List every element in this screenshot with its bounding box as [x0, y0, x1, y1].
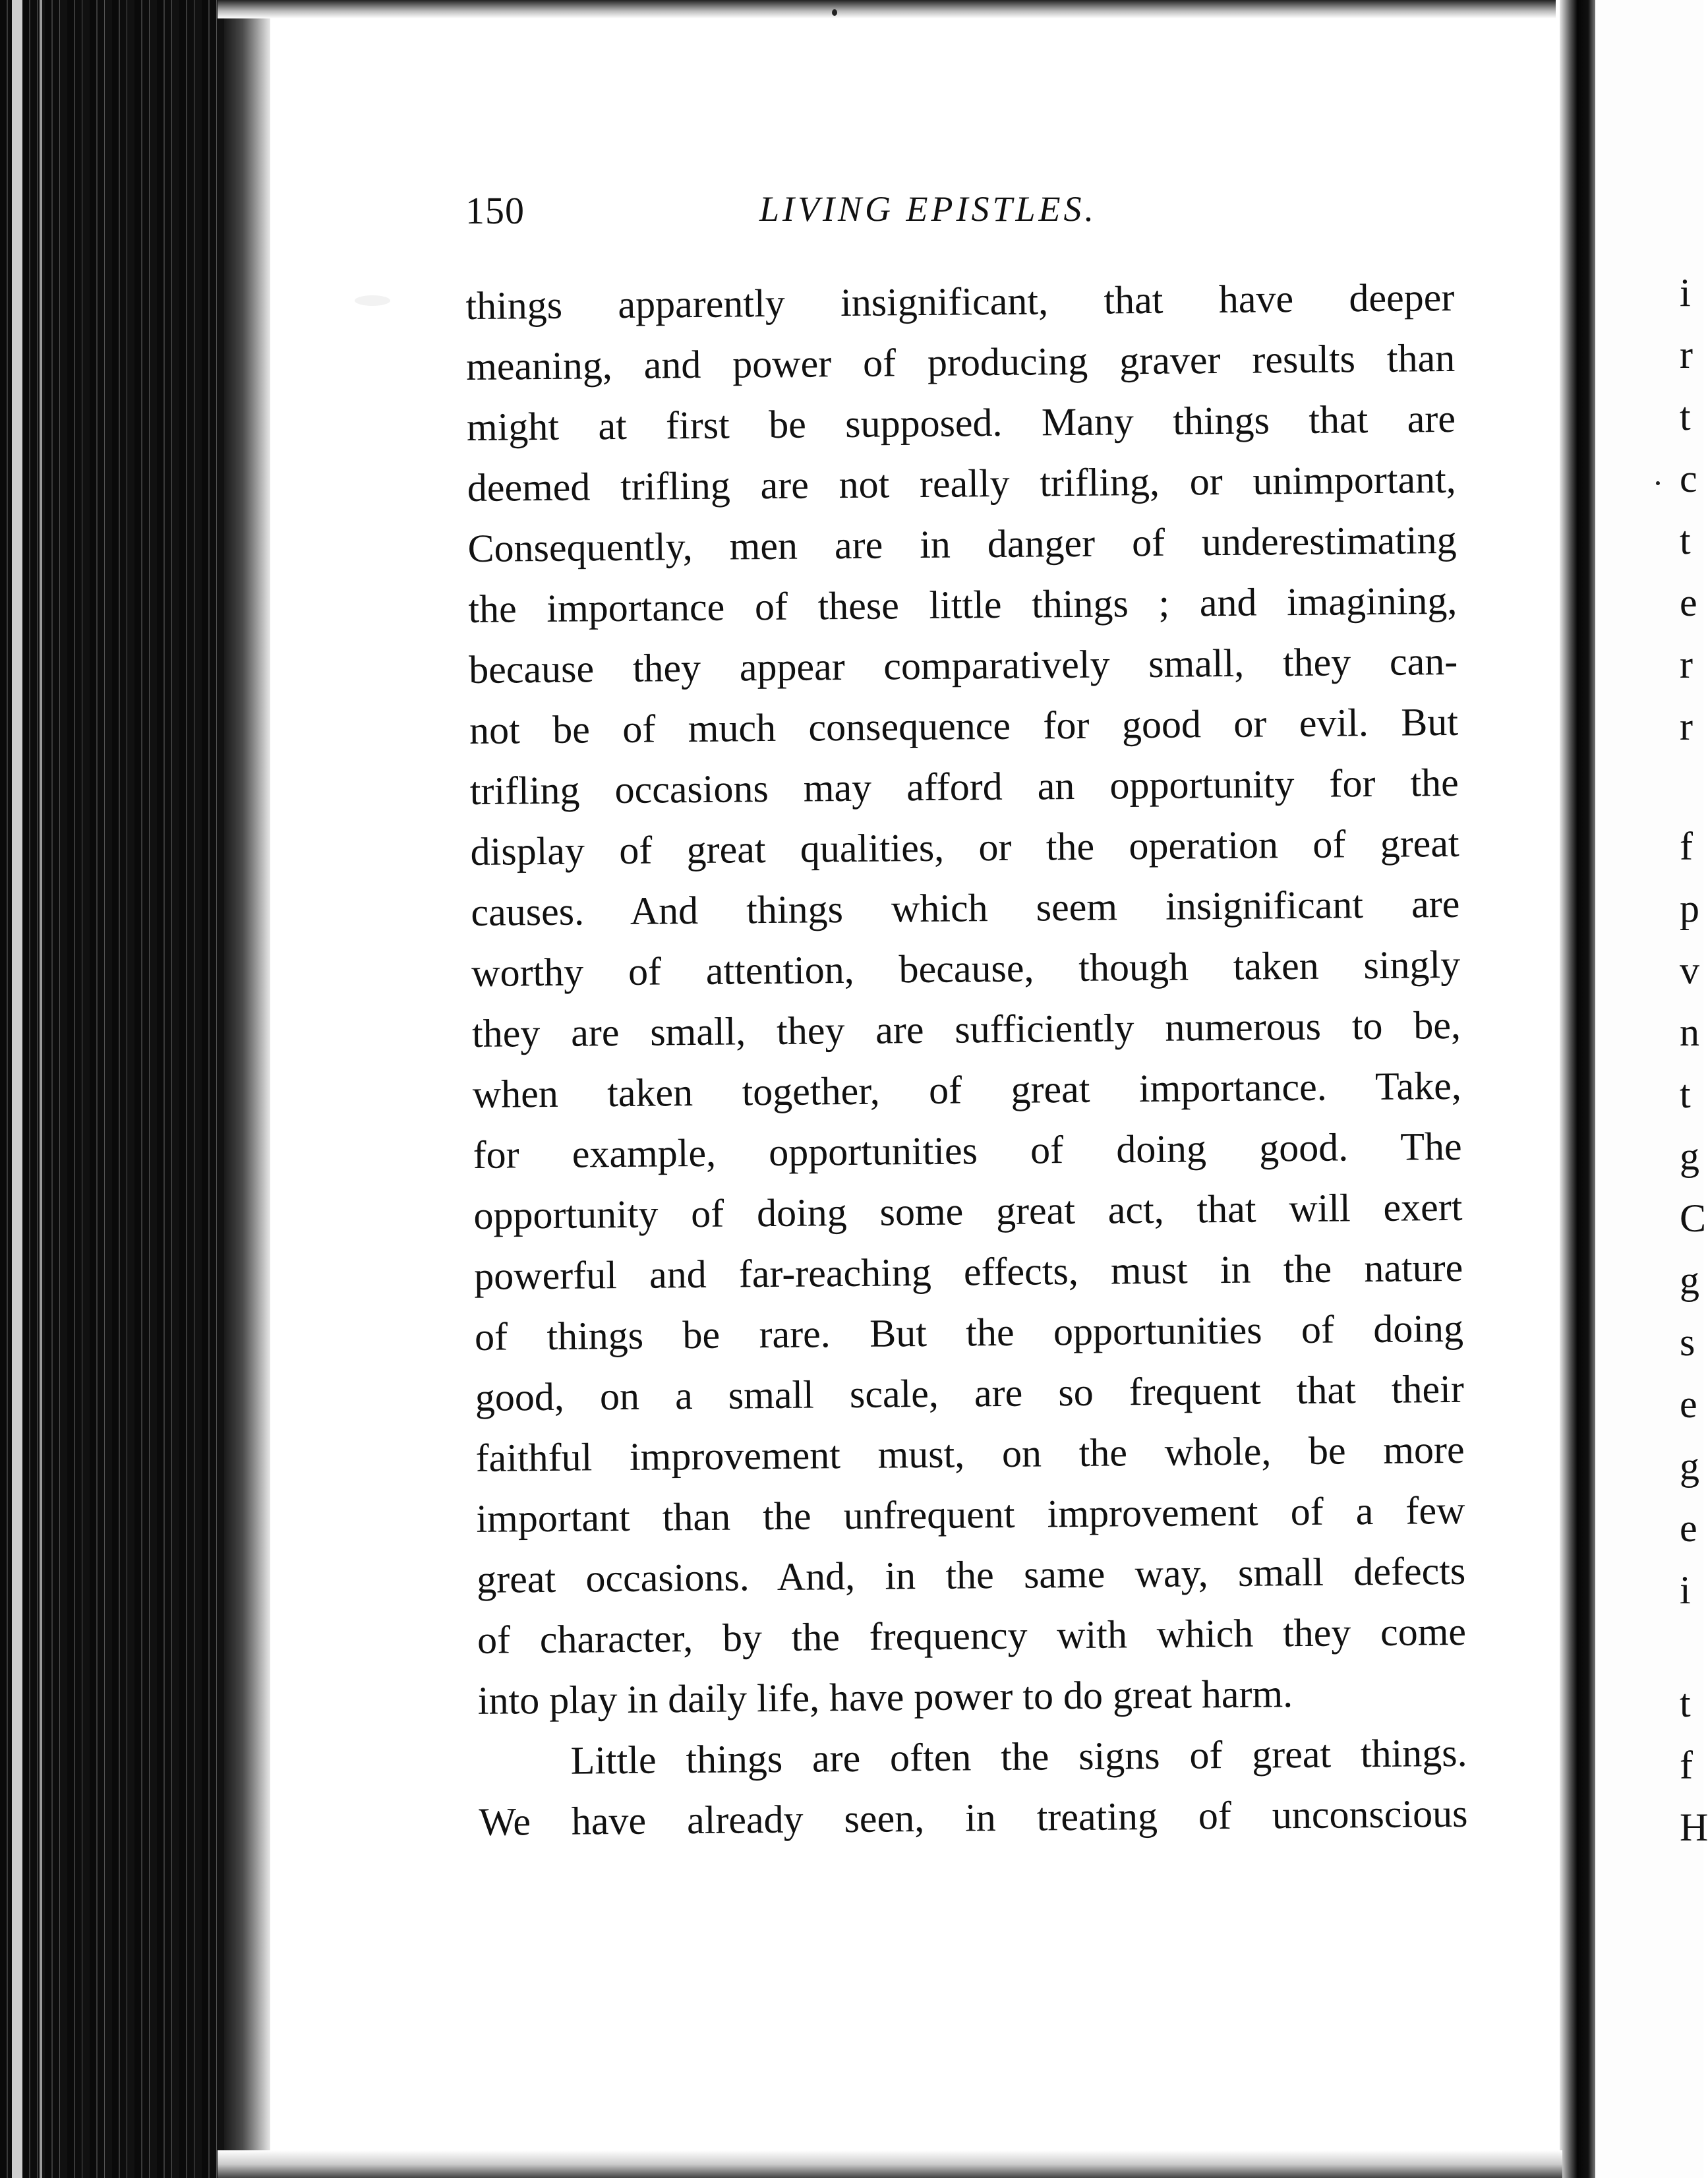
page-header — [465, 189, 1164, 241]
facing-page-fragment: e — [1680, 581, 1697, 624]
text-line: of character, by the frequency with which they come — [477, 1609, 1467, 1662]
facing-page-fragment: f — [1680, 825, 1693, 868]
text-line: good, on a small scale, are so frequent that their — [475, 1367, 1465, 1419]
scan-speck — [1656, 481, 1660, 485]
text-line: trifling occasions may afford an opportunity for the — [469, 760, 1459, 813]
text-line: important than the unfrequent improvement of a few — [476, 1488, 1465, 1541]
facing-page-fragment: H — [1680, 1806, 1708, 1849]
text-line: into play in daily life, have power to do great harm. — [477, 1672, 1293, 1722]
text-line: they are small, they are sufficiently numerous to be, — [471, 1003, 1461, 1055]
facing-page-fragment: s — [1680, 1320, 1695, 1364]
facing-page-fragment: C — [1680, 1196, 1707, 1240]
facing-page-fragment: p — [1680, 887, 1699, 930]
facing-page-fragment: r — [1680, 333, 1693, 376]
facing-page-fragment: r — [1680, 643, 1693, 686]
text-line: faithful improvement must, on the whole, be more — [475, 1427, 1465, 1480]
facing-page-fragment: v — [1680, 949, 1699, 992]
binding-edge-line — [40, 0, 42, 2178]
text-line-paragraph-start: Little things are often the signs of great things. — [570, 1730, 1467, 1782]
text-line: might at first be supposed. Many things that are — [466, 396, 1456, 449]
page-gutter — [1560, 0, 1595, 2178]
text-line: display of great qualities, or the operation of great — [470, 821, 1459, 873]
binding-highlight — [12, 0, 22, 2178]
running-title: LIVING EPISTLES. — [759, 189, 1097, 229]
text-line: worthy of attention, because, though taken singly — [471, 942, 1461, 995]
paper-smudge — [355, 295, 390, 306]
body-text — [465, 267, 1481, 1852]
text-line: the importance of these little things ; and imagining, — [468, 578, 1458, 631]
facing-page-fragment: g — [1680, 1258, 1699, 1302]
facing-page-fragment: t — [1680, 1682, 1691, 1725]
text-line: We have already seen, in treating of unconscious — [479, 1791, 1468, 1844]
facing-page-fragment: i — [1680, 1568, 1691, 1612]
facing-page-fragment: g — [1680, 1444, 1699, 1488]
text-line: great occasions. And, in the same way, small defects — [476, 1548, 1466, 1601]
page-fold-shadow — [224, 0, 270, 2178]
text-line: causes. And things which seem insignificant are — [471, 881, 1460, 934]
facing-page-fragment: c — [1680, 457, 1697, 500]
text-line: Consequently, men are in danger of underestimating — [467, 517, 1457, 570]
text-line: meaning, and power of producing graver results than — [465, 336, 1456, 388]
facing-page-fragment: g — [1680, 1134, 1699, 1178]
facing-page-fragment: e — [1680, 1382, 1697, 1426]
facing-page-fragment: e — [1680, 1506, 1697, 1550]
text-line: opportunity of doing some great act, that will exert — [473, 1185, 1463, 1237]
facing-page-fragment: i — [1680, 271, 1691, 314]
top-edge-shadow — [218, 0, 1556, 18]
text-line: for example, opportunities of doing good. The — [473, 1124, 1462, 1177]
facing-page-fragment: t — [1680, 1073, 1691, 1116]
text-line: deemed trifling are not really trifling, or unimportant, — [467, 457, 1457, 510]
facing-page-fragment: t — [1680, 519, 1691, 562]
text-line: when taken together, of great importance. Take, — [472, 1063, 1462, 1116]
facing-page-fragment: t — [1680, 395, 1691, 438]
page-number: 150 — [465, 189, 525, 232]
text-line: because they appear comparatively small, they can- — [468, 639, 1458, 692]
facing-page-fragment: r — [1680, 705, 1693, 748]
scan-speck — [832, 9, 837, 16]
text-line: of things be rare. But the opportunities of doing — [474, 1306, 1464, 1359]
facing-page-fragment: n — [1680, 1011, 1699, 1054]
bottom-edge-shadow — [218, 2150, 1562, 2178]
facing-page-fragment: f — [1680, 1744, 1693, 1787]
text-line: things apparently insignificant, that have deeper — [465, 275, 1455, 328]
text-line: powerful and far-reaching effects, must in the nature — [473, 1245, 1463, 1298]
text-line: not be of much consequence for good or evil. But — [469, 699, 1459, 752]
